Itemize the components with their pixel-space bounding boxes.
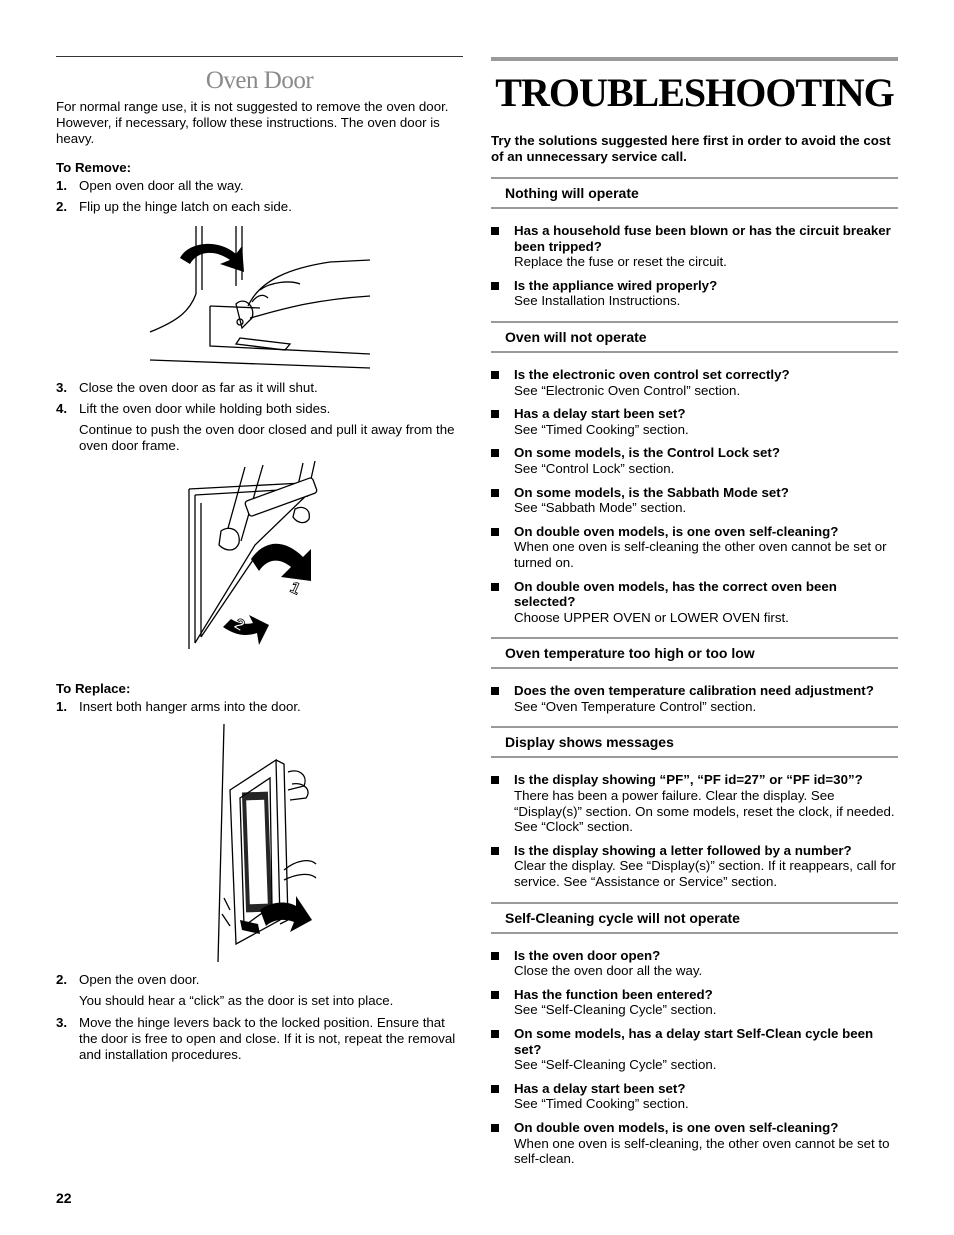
square-bullet-icon xyxy=(491,687,499,695)
oven-door-column xyxy=(56,56,463,1068)
trouble-section xyxy=(491,321,898,625)
square-bullet-icon xyxy=(491,776,499,784)
square-bullet-icon xyxy=(491,489,499,497)
step-number: 2. xyxy=(56,199,68,214)
list-item xyxy=(491,579,898,626)
trouble-section xyxy=(491,637,898,714)
question-text: Does the oven temperature calibration need adjustment? xyxy=(514,683,874,699)
answer-text: When one oven is self-cleaning, the other oven cannot be set to self-clean. xyxy=(514,1135,890,1167)
lift-door-figure xyxy=(185,459,335,655)
list-item xyxy=(491,843,898,890)
square-bullet-icon xyxy=(491,952,499,960)
square-bullet-icon xyxy=(491,1085,499,1093)
step-item xyxy=(56,1015,463,1063)
answer-text: See “Oven Temperature Control” section. xyxy=(514,698,757,714)
square-bullet-icon xyxy=(491,1030,499,1038)
question-list xyxy=(491,223,898,309)
step-number: 4. xyxy=(56,401,68,416)
step-number: 1. xyxy=(56,699,68,714)
replace-steps xyxy=(56,699,463,715)
question-text: On some models, is the Control Lock set? xyxy=(514,445,780,461)
arrow-label-1: 1 xyxy=(286,579,303,599)
question-text: On double oven models, is one oven self-cleaning? xyxy=(514,523,839,539)
question-text: On double oven models, has the correct oven been selected? xyxy=(514,578,837,610)
step-item xyxy=(56,178,463,194)
list-item xyxy=(491,406,898,437)
step-text: Insert both hanger arms into the door. xyxy=(79,699,301,714)
page-number: 22 xyxy=(56,1190,72,1206)
square-bullet-icon xyxy=(491,449,499,457)
oven-door-title: Oven Door xyxy=(205,67,314,94)
section-heading: Nothing will operate xyxy=(491,177,898,209)
question-list xyxy=(491,683,898,714)
list-item xyxy=(491,1081,898,1112)
list-item xyxy=(491,1026,898,1073)
answer-text: See “Control Lock” section. xyxy=(514,460,675,476)
square-bullet-icon xyxy=(491,227,499,235)
answer-text: Replace the fuse or reset the circuit. xyxy=(514,254,727,270)
answer-text: See Installation Instructions. xyxy=(514,293,681,309)
list-item xyxy=(491,445,898,476)
question-list xyxy=(491,948,898,1167)
trouble-section xyxy=(491,902,898,1167)
list-item xyxy=(491,278,898,309)
question-text: Has a delay start been set? xyxy=(514,406,686,422)
replace-note: You should hear a “click” as the door is set into place. xyxy=(79,993,394,1008)
question-text: Has a household fuse been blown or has the circuit breaker been tripped? xyxy=(514,223,891,254)
section-heading: Display shows messages xyxy=(491,726,898,758)
question-text: Is the display showing a letter followed by a number? xyxy=(514,842,852,858)
answer-text: When one oven is self-cleaning the other oven cannot be set or turned on. xyxy=(514,539,887,570)
answer-text: See “Self-Cleaning Cycle” section. xyxy=(514,1057,717,1073)
to-replace-heading: To Replace: xyxy=(56,681,131,696)
replace-steps-continued xyxy=(56,972,463,988)
step-item xyxy=(56,699,463,715)
troubleshooting-column xyxy=(491,57,898,1175)
trouble-section xyxy=(491,726,898,889)
question-text: Is the display showing “PF”, “PF id=27” or “PF id=30”? xyxy=(514,772,863,788)
to-remove-heading: To Remove: xyxy=(56,160,132,175)
top-rule xyxy=(491,57,898,61)
step-number: 1. xyxy=(56,178,68,193)
section-heading: Oven will not operate xyxy=(491,321,898,353)
list-item xyxy=(491,987,898,1018)
section-heading: Oven temperature too high or too low xyxy=(491,637,898,669)
list-item xyxy=(491,223,898,270)
list-item xyxy=(491,1120,898,1167)
answer-text: See “Timed Cooking” section. xyxy=(514,421,689,437)
remove-steps-continued xyxy=(56,380,463,417)
step-number: 3. xyxy=(56,380,68,395)
question-text: Has the function been entered? xyxy=(514,986,713,1002)
insert-hanger-arms-figure xyxy=(200,720,320,966)
answer-text: See “Electronic Oven Control” section. xyxy=(514,382,741,398)
answer-text: See “Sabbath Mode” section. xyxy=(514,500,687,516)
question-list xyxy=(491,772,898,889)
answer-text: There has been a power failure. Clear the display. See “Display(s)” section. On some models, reset the clock, if needed. See “Clock” section. xyxy=(514,788,895,835)
troubleshooting-title: TROUBLESHOOTING xyxy=(495,70,894,115)
square-bullet-icon xyxy=(491,528,499,536)
square-bullet-icon xyxy=(491,583,499,591)
step-number: 2. xyxy=(56,972,68,987)
list-item xyxy=(491,485,898,516)
top-rule xyxy=(56,56,463,57)
list-item xyxy=(491,683,898,714)
list-item xyxy=(491,524,898,571)
step-text: Flip up the hinge latch on each side. xyxy=(79,199,292,214)
step-number: 3. xyxy=(56,1015,68,1030)
step-item xyxy=(56,199,463,215)
arrow-label-2: 2 xyxy=(230,615,247,635)
step-item xyxy=(56,401,463,417)
answer-text: See “Timed Cooking” section. xyxy=(514,1096,689,1112)
question-text: Is the appliance wired properly? xyxy=(514,277,718,293)
list-item xyxy=(491,367,898,398)
trouble-section xyxy=(491,177,898,309)
question-text: On some models, has a delay start Self-Clean cycle been set? xyxy=(514,1026,874,1057)
square-bullet-icon xyxy=(491,371,499,379)
step-text: Open the oven door. xyxy=(79,972,200,987)
question-text: Has a delay start been set? xyxy=(514,1080,686,1096)
troubleshooting-sections xyxy=(491,177,898,1167)
answer-text: Clear the display. See “Display(s)” section. If it reappears, call for service. See “Assistance or Service” section. xyxy=(514,858,896,890)
answer-text: Choose UPPER OVEN or LOWER OVEN first. xyxy=(514,609,789,625)
answer-text: Close the oven door all the way. xyxy=(514,963,703,979)
remove-steps xyxy=(56,178,463,215)
list-item xyxy=(491,772,898,834)
answer-text: See “Self-Cleaning Cycle” section. xyxy=(514,1002,717,1018)
square-bullet-icon xyxy=(491,282,499,290)
step-text: Lift the oven door while holding both sides. xyxy=(79,401,331,416)
question-text: Is the oven door open? xyxy=(514,947,661,963)
list-item xyxy=(491,948,898,979)
oven-door-intro: For normal range use, it is not suggested to remove the oven door. However, if necessary, follow these instructions. The oven door is heavy. xyxy=(56,99,449,146)
replace-steps-final xyxy=(56,1015,463,1063)
square-bullet-icon xyxy=(491,991,499,999)
step-text: Move the hinge levers back to the locked position. Ensure that the door is free to open and close. If it is not, repeat the removal and installation procedures. xyxy=(79,1015,456,1062)
square-bullet-icon xyxy=(491,847,499,855)
troubleshooting-intro: Try the solutions suggested here first in order to avoid the cost of an unnecessary service call. xyxy=(491,133,891,164)
step-item xyxy=(56,972,463,988)
question-text: On some models, is the Sabbath Mode set? xyxy=(514,484,789,500)
step-text: Close the oven door as far as it will shut. xyxy=(79,380,318,395)
question-list xyxy=(491,367,898,625)
remove-note: Continue to push the oven door closed and pull it away from the oven door frame. xyxy=(79,422,455,453)
hinge-latch-figure xyxy=(140,220,380,372)
square-bullet-icon xyxy=(491,1124,499,1132)
step-text: Open oven door all the way. xyxy=(79,178,244,193)
step-item xyxy=(56,380,463,396)
square-bullet-icon xyxy=(491,410,499,418)
section-heading: Self-Cleaning cycle will not operate xyxy=(491,902,898,934)
question-text: Is the electronic oven control set correctly? xyxy=(514,366,790,382)
question-text: On double oven models, is one oven self-cleaning? xyxy=(514,1119,839,1135)
